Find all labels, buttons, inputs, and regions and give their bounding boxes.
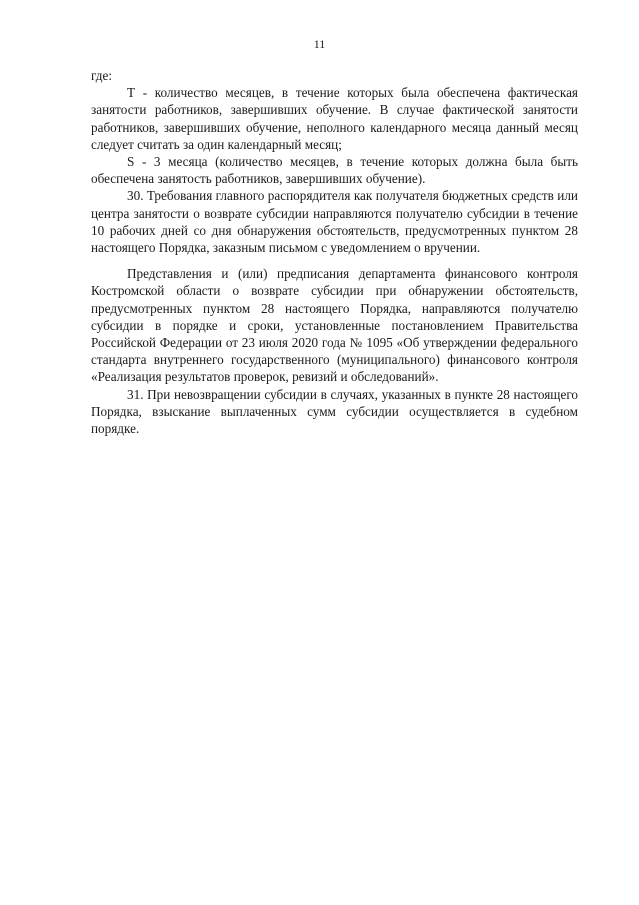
paragraph-s-definition: S - 3 месяца (количество месяцев, в течение которых должна была быть обеспечена занятость работников, завершивших обучение). (91, 154, 578, 187)
document-body (91, 67, 578, 437)
paragraph-where: где: (91, 68, 112, 83)
paragraph-financial-control: Представления и (или) предписания департамента финансового контроля Костромской области о возврате субсидии при обнаружении обстоятельств, предусмотренных пунктом 28 настоящего Порядка, направляются получателю субсидии в порядке и сроки, установленные постановлением Правительства Российской Федерации от 23 июля 2020 года № 1095 «Об утверждении федерального стандарта внутреннего государственного (муниципального) финансового контроля «Реализация результатов проверок, ревизий и обследований». (91, 266, 578, 385)
paragraph-t-definition: Т - количество месяцев, в течение которых была обеспечена фактическая занятости работников, завершивших обучение. В случае фактической занятости работников, завершивших обучение, неполного календарного месяца данный месяц следует считать за один календарный месяц; (91, 85, 578, 152)
paragraph-clause-30: 30. Требования главного распорядителя как получателя бюджетных средств или центра занятости о возврате субсидии направляются получателю субсидии в течение 10 рабочих дней со дня обнаружения обстоятельств, предусмотренных пунктом 28 настоящего Порядка, заказным письмом с уведомлением о вручении. (91, 188, 578, 256)
page-number: 11 (313, 37, 326, 51)
paragraph-clause-31: 31. При невозвращении субсидии в случаях, указанных в пункте 28 настоящего Порядка, взыскание выплаченных сумм субсидии осуществляется в судебном порядке. (91, 386, 578, 437)
